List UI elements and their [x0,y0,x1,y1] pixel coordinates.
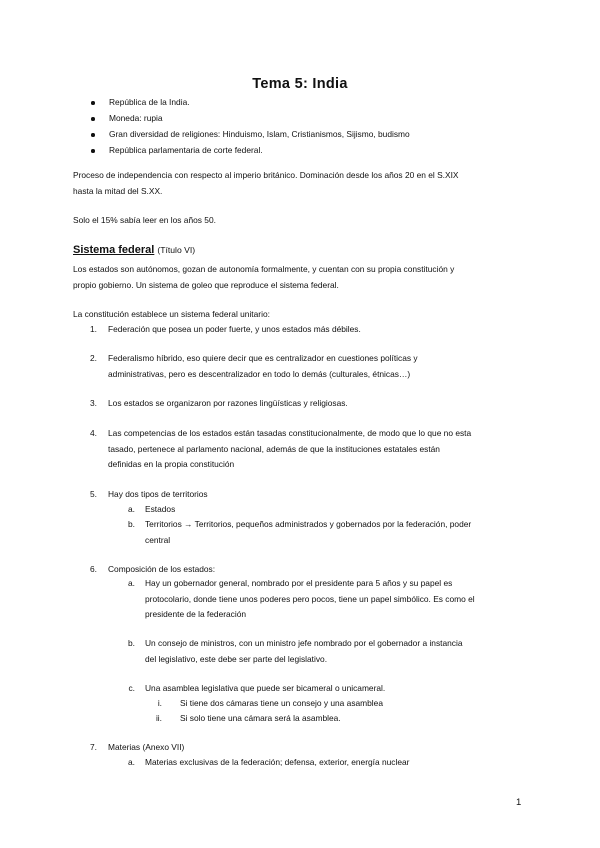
sublist-letter: b. [128,519,135,529]
list-item-line: Los estados se organizaron por razones lingüísticas y religiosas. [108,398,348,408]
sublist-letter: c. [128,683,135,693]
list-item-line: Composición de los estados: [108,564,216,574]
bullet-item: Gran diversidad de religiones: Hinduismo, Islam, Cristianismos, Sijismo, budismo [109,129,410,139]
bullet-item: República parlamentaria de corte federal. [109,145,263,155]
sublist-item-line: Territorios → Territorios, pequeños administrados y gobernados por la federación, poder [145,519,472,529]
sublist-item-line: Materias exclusivas de la federación; defensa, exterior, energía nuclear [145,757,410,767]
section-paragraph-line: Los estados son autónomos, gozan de autonomía formalmente, y cuentan con su propia constitución y [73,264,455,274]
sublist-item-line: Una asamblea legislativa que puede ser bicameral o unicameral. [145,683,386,693]
bullet-dot [91,149,95,153]
page-number: 1 [516,797,522,808]
bullet-dot [91,133,95,137]
list-item-line: Hay dos tipos de territorios [108,489,208,499]
intro-paragraph: Solo el 15% sabía leer en los años 50. [73,215,216,225]
sublist-letter: b. [128,638,135,648]
sublist-item-line: Un consejo de ministros, con un ministro jefe nombrado por el gobernador a instancia [145,638,463,648]
list-item-line: Materias (Anexo VII) [108,742,185,752]
list-number: 5. [90,489,97,499]
subsublist-item: Si tiene dos cámaras tiene un consejo y una asamblea [180,698,383,708]
list-item-line: tasado, pertenece al parlamento nacional, además de que la instituciones estatales están [108,444,440,454]
section-heading-title: Sistema federal [73,244,155,256]
sublist-item-line: Estados [145,504,176,514]
list-number: 3. [90,398,97,408]
intro-paragraph-line: hasta la mitad del S.XX. [73,186,163,196]
list-number: 7. [90,742,97,752]
list-number: 4. [90,428,97,438]
list-item-line: Las competencias de los estados están tasadas constitucionalmente, de modo que lo que no esta [108,428,472,438]
list-number: 2. [90,353,97,363]
bullet-dot [91,117,95,121]
subsublist-item: Si solo tiene una cámara será la asamblea. [180,713,341,723]
section-paragraph-line: propio gobierno. Un sistema de goleo que reproduce el sistema federal. [73,280,339,290]
subsublist-numeral: ii. [155,713,162,723]
list-number: 6. [90,564,97,574]
sublist-item-line: presidente de la federación [145,609,247,619]
list-item-line: Federalismo híbrido, eso quiere decir que es centralizador en cuestiones políticas y [108,353,418,363]
sublist-item-line: central [145,535,171,545]
intro-paragraph-line: Proceso de independencia con respecto al imperio británico. Dominación desde los años 20 en el S.XIX [73,170,459,180]
sublist-item-line: del legislativo, este debe ser parte del legislativo. [145,654,328,664]
sublist-letter: a. [128,757,135,767]
sublist-letter: a. [128,504,135,514]
section-heading-suffix: (Título VI) [157,245,196,255]
sublist-letter: a. [128,578,135,588]
section-heading [73,244,195,256]
bullet-item: República de la India. [109,97,190,107]
list-item-line: definidas en la propia constitución [108,459,235,469]
list-item-line: administrativas, pero es descentralizador en todo lo demás (culturales, étnicas…) [108,369,411,379]
list-number: 1. [90,324,97,334]
section-paragraph: La constitución establece un sistema federal unitario: [73,309,270,319]
list-item-line: Federación que posea un poder fuerte, y unos estados más débiles. [108,324,361,334]
sublist-item-line: Hay un gobernador general, nombrado por el presidente para 5 años y su papel es [145,578,453,588]
bullet-dot [91,101,95,105]
subsublist-numeral: i. [157,698,162,708]
bullet-item: Moneda: rupia [109,113,163,123]
sublist-item-line: protocolario, donde tiene unos poderes pero pocos, tiene un papel simbólico. Es como el [145,594,475,604]
document-title: Tema 5: India [252,76,348,92]
